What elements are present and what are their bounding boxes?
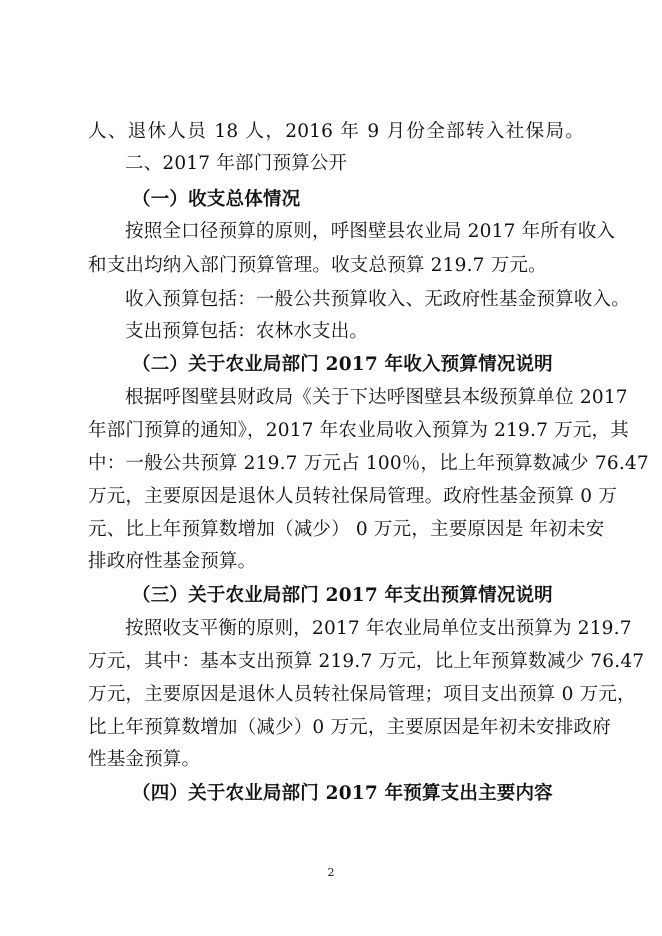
paragraph-line: 收入预算包括：一般公共预算收入、无政府性基金预算收入。 xyxy=(125,289,630,310)
subsection-heading: （三）关于农业局部门 2017 年支出预算情况说明 xyxy=(132,585,553,606)
subsection-heading: （一）收支总体情况 xyxy=(132,189,301,210)
paragraph-line: 和支出均纳入部门预算管理。收支总预算 219.7 万元。 xyxy=(88,255,547,276)
page-number: 2 xyxy=(327,866,335,879)
paragraph-line: 比上年预算数增加（减少）0 万元，主要原因是年初未安排政府 xyxy=(88,717,611,738)
paragraph-line: 中：一般公共预算 219.7 万元占 100％，比上年预算数减少 76.47 xyxy=(88,453,649,474)
paragraph-line: 人、退休人员 18 人，2016 年 9 月份全部转入社保局。 xyxy=(88,121,584,142)
paragraph-line: 按照全口径预算的原则，呼图壁县农业局 2017 年所有收入 xyxy=(125,221,616,242)
paragraph-line: 年部门预算的通知》，2017 年农业局收入预算为 219.7 万元，其 xyxy=(88,420,629,441)
paragraph-line: 万元，主要原因是退休人员转社保局管理。政府性基金预算 0 万 xyxy=(88,486,618,507)
section-heading: 二、2017 年部门预算公开 xyxy=(125,153,348,174)
paragraph-line: 按照收支平衡的原则，2017 年农业局单位支出预算为 219.7 xyxy=(125,618,632,639)
paragraph-line: 万元，主要原因是退休人员转社保局管理；项目支出预算 0 万元， xyxy=(88,684,636,705)
subsection-heading: （二）关于农业局部门 2017 年收入预算情况说明 xyxy=(132,354,553,375)
paragraph-line: 性基金预算。 xyxy=(88,749,201,770)
paragraph-line: 万元，其中：基本支出预算 219.7 万元，比上年预算数减少 76.47 xyxy=(88,651,645,672)
subsection-heading: （四）关于农业局部门 2017 年预算支出主要内容 xyxy=(132,783,553,804)
paragraph-line: 元、比上年预算数增加（减少） 0 万元，主要原因是 年初未安 xyxy=(88,519,605,540)
paragraph-line: 排政府性基金预算。 xyxy=(88,551,257,572)
paragraph-line: 根据呼图壁县财政局《关于下达呼图壁县本级预算单位 2017 xyxy=(125,387,628,408)
paragraph-line: 支出预算包括：农林水支出。 xyxy=(125,321,369,342)
